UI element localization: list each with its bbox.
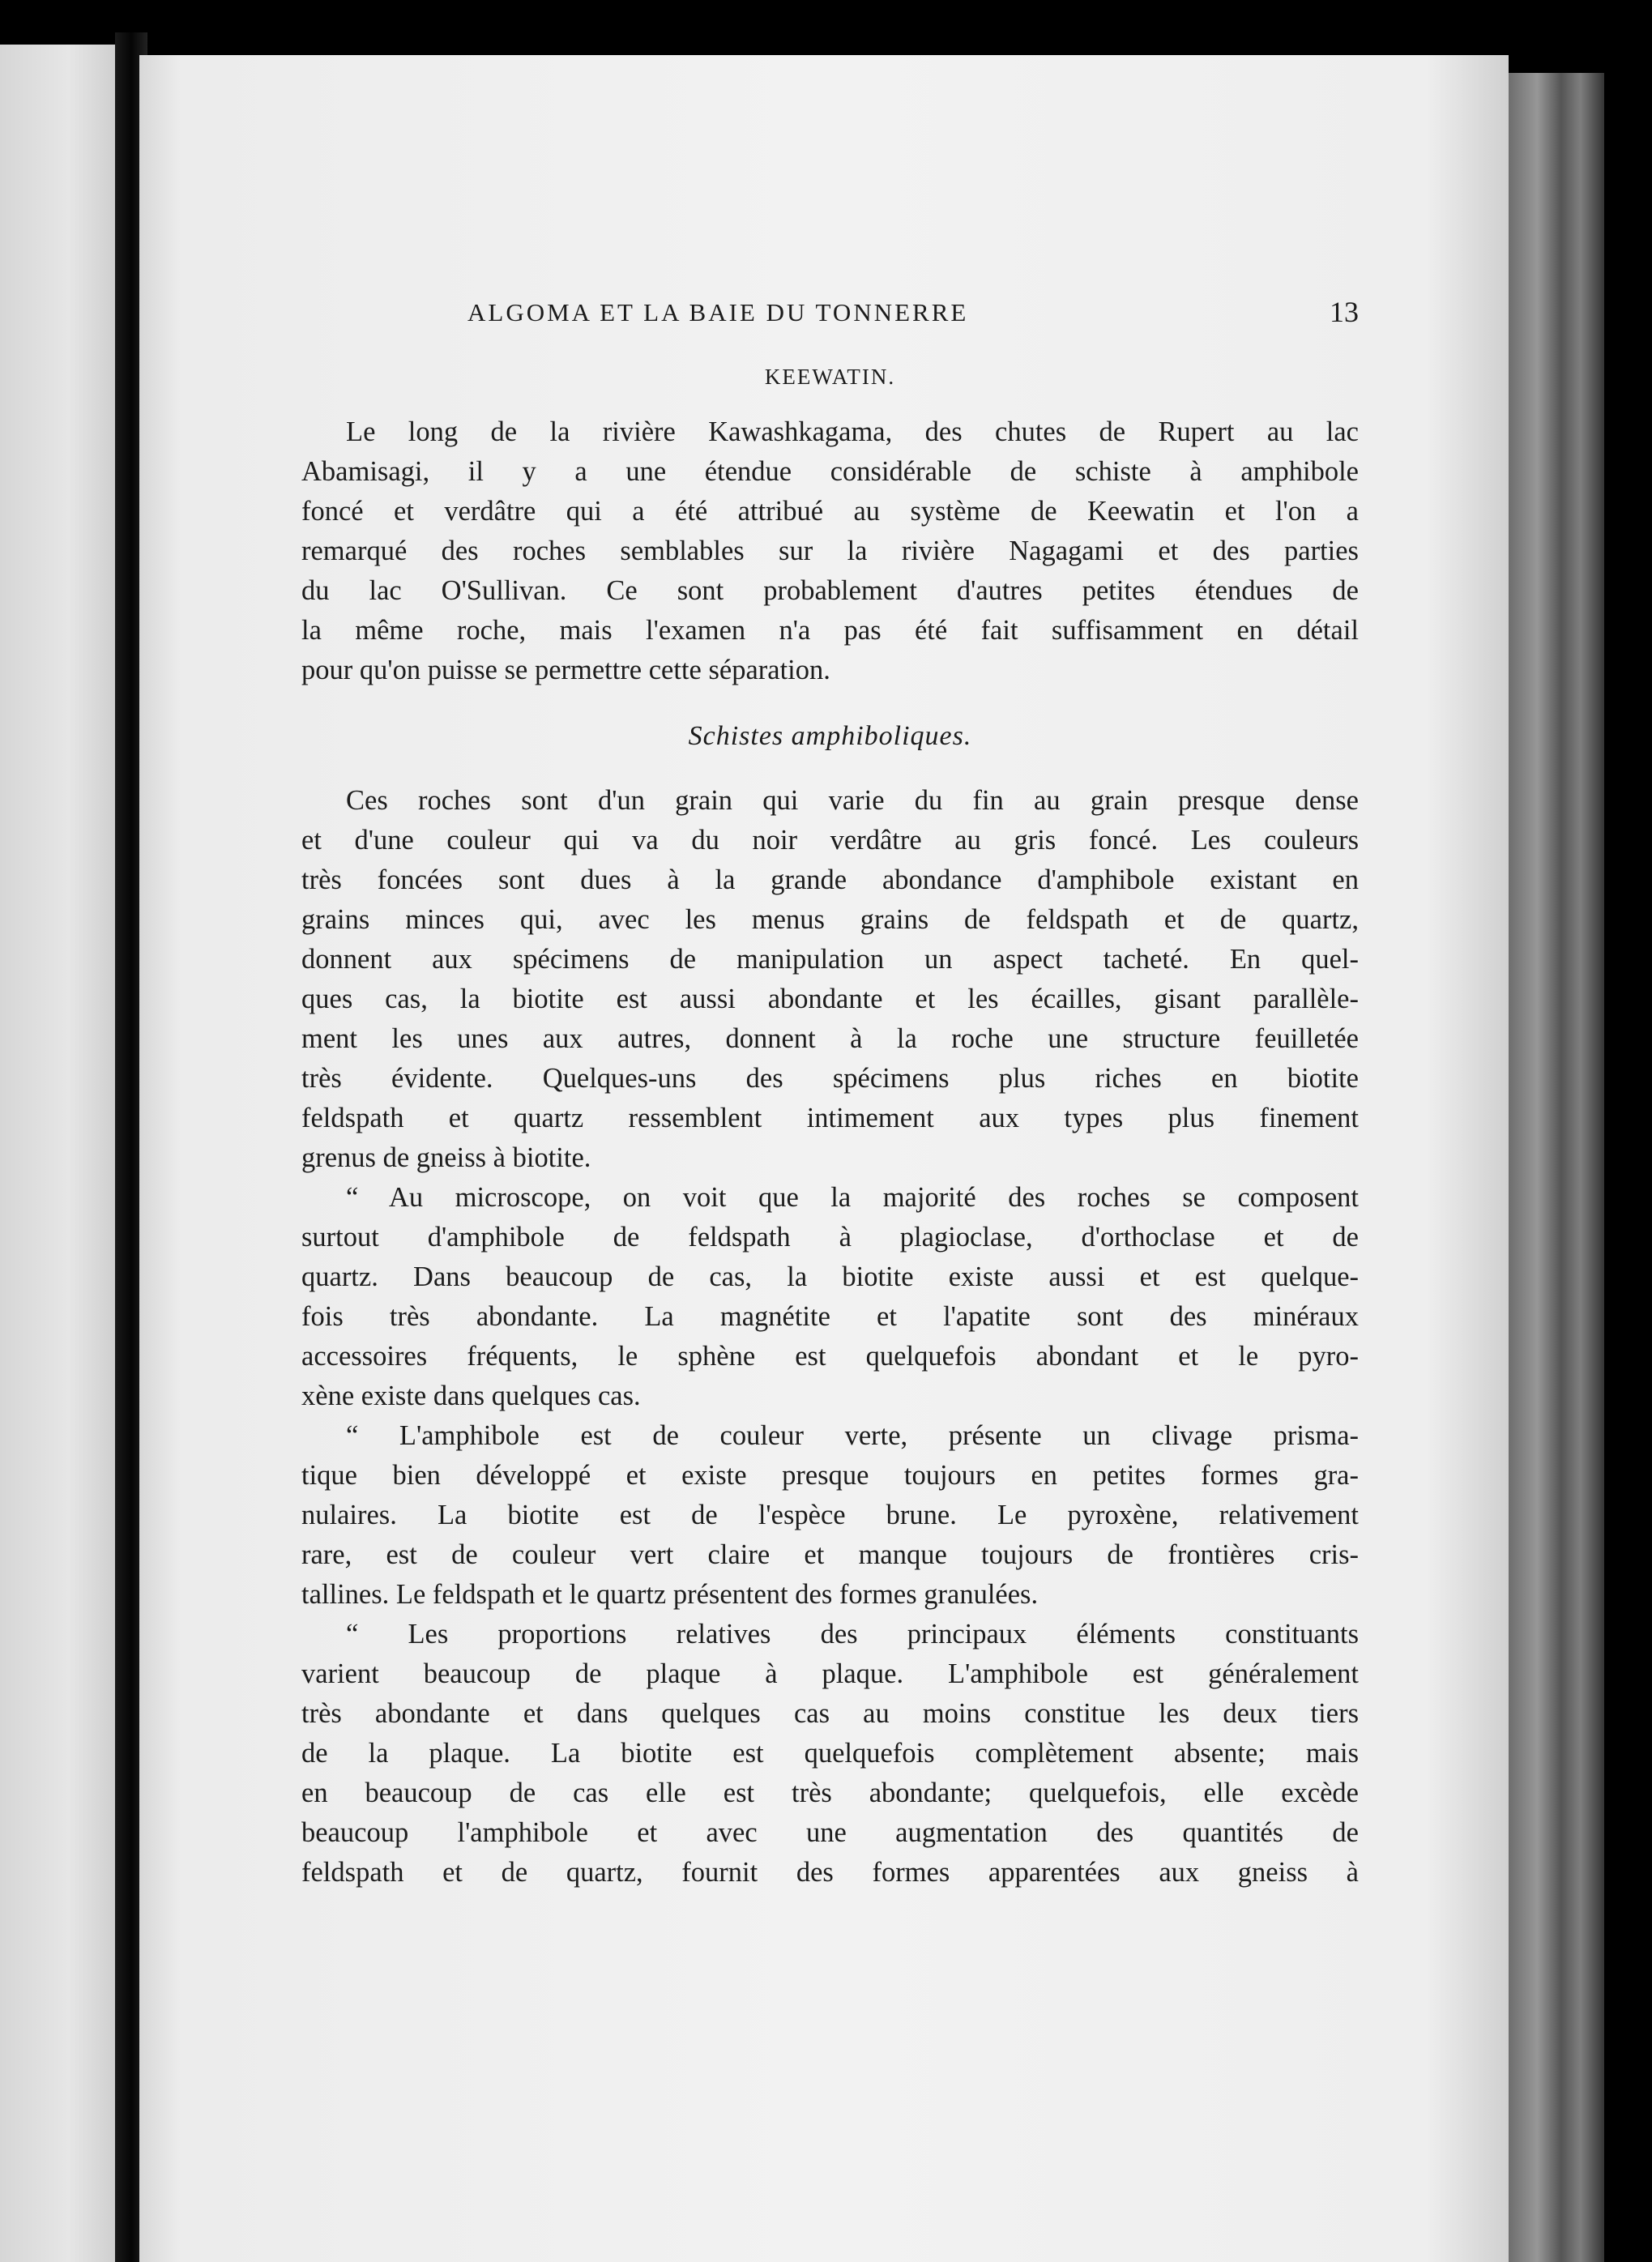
paragraph-3 <box>301 1178 1359 1416</box>
text-line: “ L'amphibole est de couleur verte, présente un clivage prisma- <box>346 1420 1359 1451</box>
paragraph-5 <box>301 1615 1359 1893</box>
page-text-block <box>301 298 1359 1893</box>
text-line: nulaires. La biotite est de l'espèce brune. Le pyroxène, relativement <box>301 1500 1359 1530</box>
running-title: ALGOMA ET LA BAIE DU TONNERRE <box>467 298 969 326</box>
text-line: pour qu'on puisse se permettre cette séparation. <box>301 655 830 685</box>
text-line: tique bien développé et existe presque toujours en petites formes gra- <box>301 1460 1359 1491</box>
text-line: très foncées sont dues à la grande abondance d'amphibole existant en <box>301 864 1359 895</box>
text-line: “ Au microscope, on voit que la majorité des roches se composent <box>346 1182 1359 1213</box>
text-line: accessoires fréquents, le sphène est quelquefois abondant et le pyro- <box>301 1341 1359 1372</box>
paragraph-4 <box>301 1416 1359 1615</box>
text-line: Abamisagi, il y a une étendue considérable de schiste à amphibole <box>301 456 1359 487</box>
book-cover-edge <box>1509 73 1604 2262</box>
text-line: surtout d'amphibole de feldspath à plagioclase, d'orthoclase et de <box>301 1222 1359 1253</box>
paragraph-2 <box>301 781 1359 1178</box>
text-line: ment les unes aux autres, donnent à la roche une structure feuilletée <box>301 1023 1359 1054</box>
text-line: rare, est de couleur vert claire et manque toujours de frontières cris- <box>301 1539 1359 1570</box>
text-line: feldspath et de quartz, fournit des formes apparentées aux gneiss à <box>301 1857 1359 1888</box>
text-line: Ces roches sont d'un grain qui varie du fin au grain presque dense <box>346 785 1359 816</box>
text-line: beaucoup l'amphibole et avec une augmentation des quantités de <box>301 1817 1359 1848</box>
text-line: très abondante et dans quelques cas au moins constitue les deux tiers <box>301 1698 1359 1729</box>
text-line: foncé et verdâtre qui a été attribué au système de Keewatin et l'on a <box>301 496 1359 527</box>
text-line: très évidente. Quelques-uns des spécimens plus riches en biotite <box>301 1063 1359 1094</box>
running-head <box>301 298 1359 334</box>
text-line: la même roche, mais l'examen n'a pas été fait suffisamment en détail <box>301 615 1359 646</box>
text-line: en beaucoup de cas elle est très abondante; quelquefois, elle excède <box>301 1778 1359 1808</box>
paragraph-1 <box>301 412 1359 690</box>
text-line: ques cas, la biotite est aussi abondante et les écailles, gisant parallèle- <box>301 984 1359 1014</box>
left-page-edge <box>0 45 115 2262</box>
text-line: feldspath et quartz ressemblent intimement aux types plus finement <box>301 1103 1359 1133</box>
text-line: remarqué des roches semblables sur la rivière Nagagami et des parties <box>301 536 1359 566</box>
text-line: et d'une couleur qui va du noir verdâtre au gris foncé. Les couleurs <box>301 825 1359 856</box>
text-line: de la plaque. La biotite est quelquefois complètement absente; mais <box>301 1738 1359 1769</box>
page-number: 13 <box>1330 296 1359 328</box>
text-line: grenus de gneiss à biotite. <box>301 1142 591 1173</box>
book-page <box>139 55 1509 2262</box>
text-line: “ Les proportions relatives des principaux éléments constituants <box>346 1619 1359 1650</box>
text-line: fois très abondante. La magnétite et l'apatite sont des minéraux <box>301 1301 1359 1332</box>
text-line: tallines. Le feldspath et le quartz présentent des formes granulées. <box>301 1579 1039 1610</box>
text-line: xène existe dans quelques cas. <box>301 1381 641 1411</box>
text-line: Le long de la rivière Kawashkagama, des chutes de Rupert au lac <box>346 416 1359 447</box>
subheading: Schistes amphiboliques. <box>688 721 972 751</box>
text-line: donnent aux spécimens de manipulation un aspect tacheté. En quel- <box>301 944 1359 975</box>
text-line: varient beaucoup de plaque à plaque. L'amphibole est généralement <box>301 1658 1359 1689</box>
text-line: du lac O'Sullivan. Ce sont probablement d'autres petites étendues de <box>301 575 1359 606</box>
text-line: grains minces qui, avec les menus grains de feldspath et de quartz, <box>301 904 1359 935</box>
section-heading: KEEWATIN. <box>764 365 896 389</box>
text-line: quartz. Dans beaucoup de cas, la biotite existe aussi et est quelque- <box>301 1261 1359 1292</box>
